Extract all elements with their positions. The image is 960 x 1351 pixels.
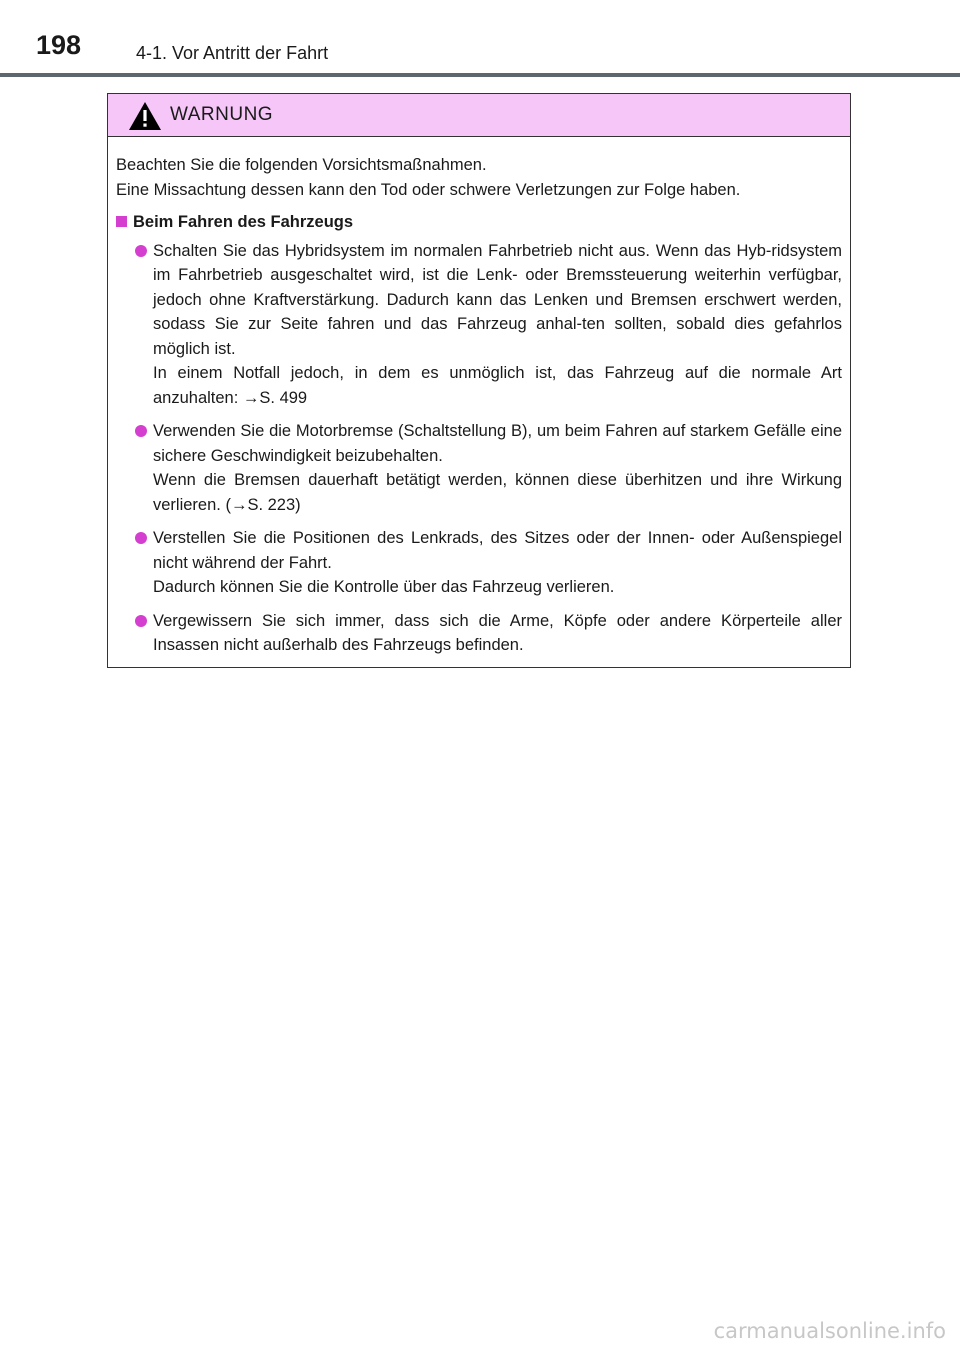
- square-bullet-icon: [116, 216, 127, 227]
- warning-title: WARNUNG: [170, 104, 274, 125]
- bullet-paragraph: Dadurch können Sie die Kontrolle über das Fahrzeug verlieren.: [153, 578, 615, 596]
- circle-bullet-icon: [135, 532, 147, 544]
- bullet-paragraph: Vergewissern Sie sich immer, dass sich die Arme, Köpfe oder andere Körperteile aller Insassen nicht außerhalb des Fahrzeugs befinden.: [153, 611, 842, 654]
- section-title: 4-1. Vor Antritt der Fahrt: [136, 43, 329, 63]
- bullet-paragraph: In einem Notfall jedoch, in dem es unmöglich ist, das Fahrzeug auf die normale Art anzuhalten: →S. 499: [153, 364, 842, 407]
- bullet-item: [116, 239, 842, 411]
- page-header: [0, 0, 960, 80]
- intro-line: Beachten Sie die folgenden Vorsichtsmaßnahmen.: [116, 156, 487, 174]
- watermark: carmanualsonline.info: [713, 1319, 946, 1343]
- warning-body: [108, 137, 850, 658]
- bullet-item: [116, 419, 842, 517]
- subheading-text: Beim Fahren des Fahrzeugs: [133, 213, 354, 231]
- subheading: [116, 210, 842, 235]
- page-number: 198: [36, 30, 82, 60]
- circle-bullet-icon: [135, 245, 147, 257]
- bullet-paragraph: Wenn die Bremsen dauerhaft betätigt werden, können diese überhitzen und ihre Wirkung verlieren. (→S. 223): [153, 471, 842, 514]
- bullet-paragraph: Verwenden Sie die Motorbremse (Schaltstellung B), um beim Fahren auf starkem Gefälle eine sichere Geschwindigkeit beizubehalten.: [153, 422, 842, 465]
- bullet-item: [116, 526, 842, 600]
- intro-line: Eine Missachtung dessen kann den Tod oder schwere Verletzungen zur Folge haben.: [116, 180, 741, 199]
- circle-bullet-icon: [135, 425, 147, 437]
- bullet-paragraph: Schalten Sie das Hybridsystem im normalen Fahrbetrieb nicht aus. Wenn das Hyb-ridsystem im Fahrbetrieb ausgeschaltet wird, ist die Lenk- oder Bremssteuerung weiterhin verfügbar, jedoch ohne Kraftverstärkung. Dadurch kann das Lenken und Bremsen erschwert werden, sodass Sie zur Seite fahren und das Fahrzeug anhal-ten sollten, sobald dies gefahrlos möglich ist.: [153, 241, 842, 358]
- warning-box: [107, 93, 851, 668]
- circle-bullet-icon: [135, 615, 147, 627]
- warning-triangle-icon: [128, 101, 162, 131]
- bullet-item: [116, 609, 842, 658]
- bullet-paragraph: Verstellen Sie die Positionen des Lenkrads, des Sitzes oder der Innen- oder Außenspiegel nicht während der Fahrt.: [153, 529, 842, 572]
- warning-header: [108, 94, 850, 137]
- header-divider: [0, 73, 960, 77]
